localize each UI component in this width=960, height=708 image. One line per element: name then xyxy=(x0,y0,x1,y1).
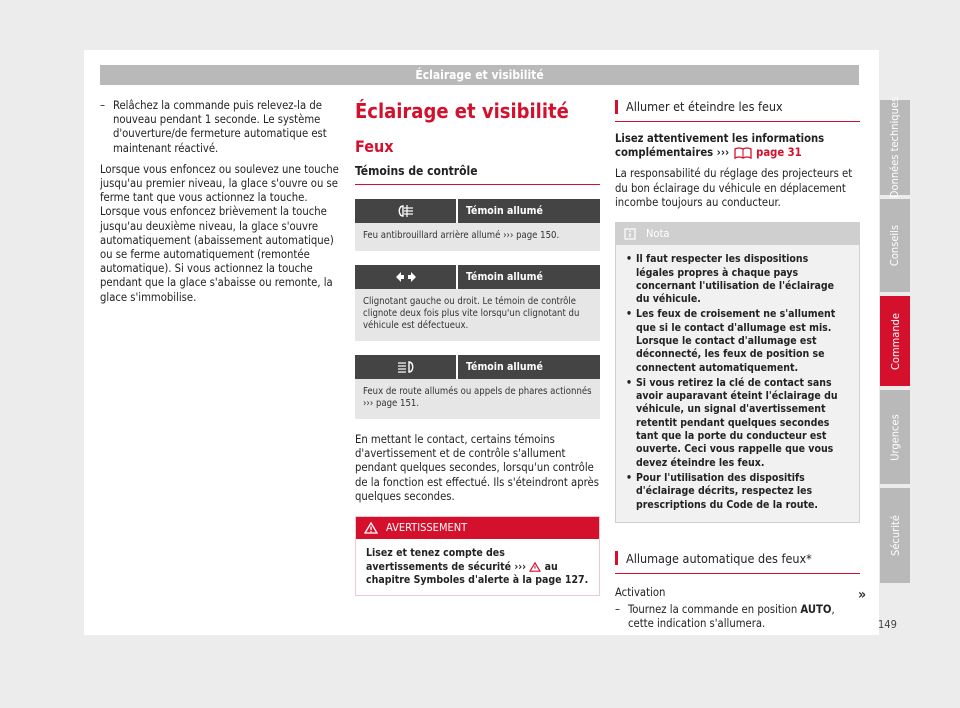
warning-title: AVERTISSEMENT xyxy=(386,521,468,535)
tab-commande[interactable]: Commande xyxy=(880,296,910,386)
section-heading: Allumage automatique des feux* xyxy=(615,551,860,574)
turn-signal-icon xyxy=(395,271,417,283)
list-item: – Tournez la commande en position AUTO, cette indication s'allumera. xyxy=(615,603,835,631)
list-item: – Relâchez la commande puis relevez-la de nouveau pendant 1 seconde. Le système d'ouverture/de fermeture automatique est maintenant réactivé. xyxy=(100,99,340,156)
body-paragraph: La responsabilité du réglage des projecteurs et du bon éclairage du véhicule en déplacement incombe toujours au conducteur. xyxy=(615,167,853,209)
sub-sub-title: Témoins de contrôle xyxy=(355,164,600,185)
high-beam-icon xyxy=(397,361,415,373)
table-row xyxy=(355,355,600,379)
tab-donnees-techniques[interactable]: Données techniques xyxy=(880,100,910,195)
tab-conseils[interactable]: Conseils xyxy=(880,199,910,292)
warning-header xyxy=(356,517,599,539)
sub-title: Feux xyxy=(355,137,394,156)
list-item: • Pour l'utilisation des dispositifs d'éclairage décrits, respectez les prescriptions du Code de la route. xyxy=(626,471,818,511)
list-item: • Si vous retirez la clé de contact sans avoir auparavant éteint l'éclairage du véhicule, un signal d'avertissement retentit pendant quelques secondes tant que la porte du conducteur est ouverte. Ceci vous rappelle que vous devez éteindre les feux. xyxy=(626,376,838,469)
continue-mark: » xyxy=(858,587,867,603)
page-number: 149 xyxy=(878,618,897,631)
list-item: • Les feux de croisement ne s'allument que si le contact d'allumage est mis. Lorsque le contact d'allumage est déconnecté, les feux de position se connectent automatiquement. xyxy=(626,308,836,374)
page-header: Éclairage et visibilité xyxy=(100,65,859,85)
tab-urgences[interactable]: Urgences xyxy=(880,390,910,484)
table-cell-desc: Feu antibrouillard arrière allumé ››› page 150. xyxy=(355,223,600,251)
warning-body: Lisez et tenez compte des avertissements de sécurité ››› au chapitre Symboles d'alerte à la page 127. xyxy=(356,539,599,595)
warning-box xyxy=(355,516,600,596)
column-left xyxy=(100,99,340,305)
table-row xyxy=(355,265,600,289)
section-title: Éclairage et visibilité xyxy=(355,99,569,123)
activation-title: Activation xyxy=(615,585,666,599)
warning-triangle-icon xyxy=(529,562,541,572)
table-cell-label: Témoin allumé xyxy=(458,355,600,379)
auto-label: AUTO xyxy=(800,603,832,617)
page-ref[interactable]: page 31 xyxy=(756,146,802,160)
column-right xyxy=(615,99,860,631)
table-cell-label: Témoin allumé xyxy=(458,199,600,223)
tab-securite[interactable]: Sécurité xyxy=(880,488,910,583)
table-cell-desc: Clignotant gauche ou droit. Le témoin de contrôle clignote deux fois plus vite lorsqu'un clignotant du véhicule est défectueux. xyxy=(355,289,600,341)
nota-body xyxy=(616,245,859,522)
table-row xyxy=(355,199,600,223)
book-icon xyxy=(733,147,753,159)
intro-text: Lisez attentivement les informations complémentaires ››› page 31 xyxy=(615,132,825,160)
nota-header xyxy=(616,223,859,245)
body-paragraph: En mettant le contact, certains témoins d'avertissement et de contrôle s'allument pendant quelques secondes, lorsqu'un contrôle de la fonction est effectué. Ils s'éteindront après quelques secondes. xyxy=(355,433,599,503)
list-item: • Il faut respecter les dispositions légales propres à chaque pays concernant l'utilisation de l'éclairage du véhicule. xyxy=(626,253,835,306)
info-icon xyxy=(624,228,636,240)
nota-title: Nota xyxy=(646,227,670,241)
column-middle xyxy=(355,99,600,596)
warning-triangle-icon xyxy=(364,522,378,534)
nota-box xyxy=(615,222,860,523)
rear-fog-light-icon xyxy=(397,204,415,218)
table-cell-label: Témoin allumé xyxy=(458,265,600,289)
section-heading: Allumer et éteindre les feux xyxy=(615,99,860,122)
table-cell-desc: Feux de route allumés ou appels de phares actionnés ››› page 151. xyxy=(355,379,600,419)
list-item-text: Relâchez la commande puis relevez-la de nouveau pendant 1 seconde. Le système d'ouverture/de fermeture automatique est maintenant réactivé. xyxy=(113,99,327,155)
body-paragraph: Lorsque vous enfoncez ou soulevez une touche jusqu'au premier niveau, la glace s'ouvre ou se ferme tant que vous actionnez la touche. Lorsque vous enfoncez brièvement la touche jusqu'au deuxième niveau, la glace s'ouvre automatiquement (abaissement automatique) ou se ferme automatiquement (remontée automatique). Si vous actionnez la touche pendant que la glace s'abaisse ou remonte, la glace s'immobilise. xyxy=(100,162,339,304)
indicator-table xyxy=(355,199,600,419)
